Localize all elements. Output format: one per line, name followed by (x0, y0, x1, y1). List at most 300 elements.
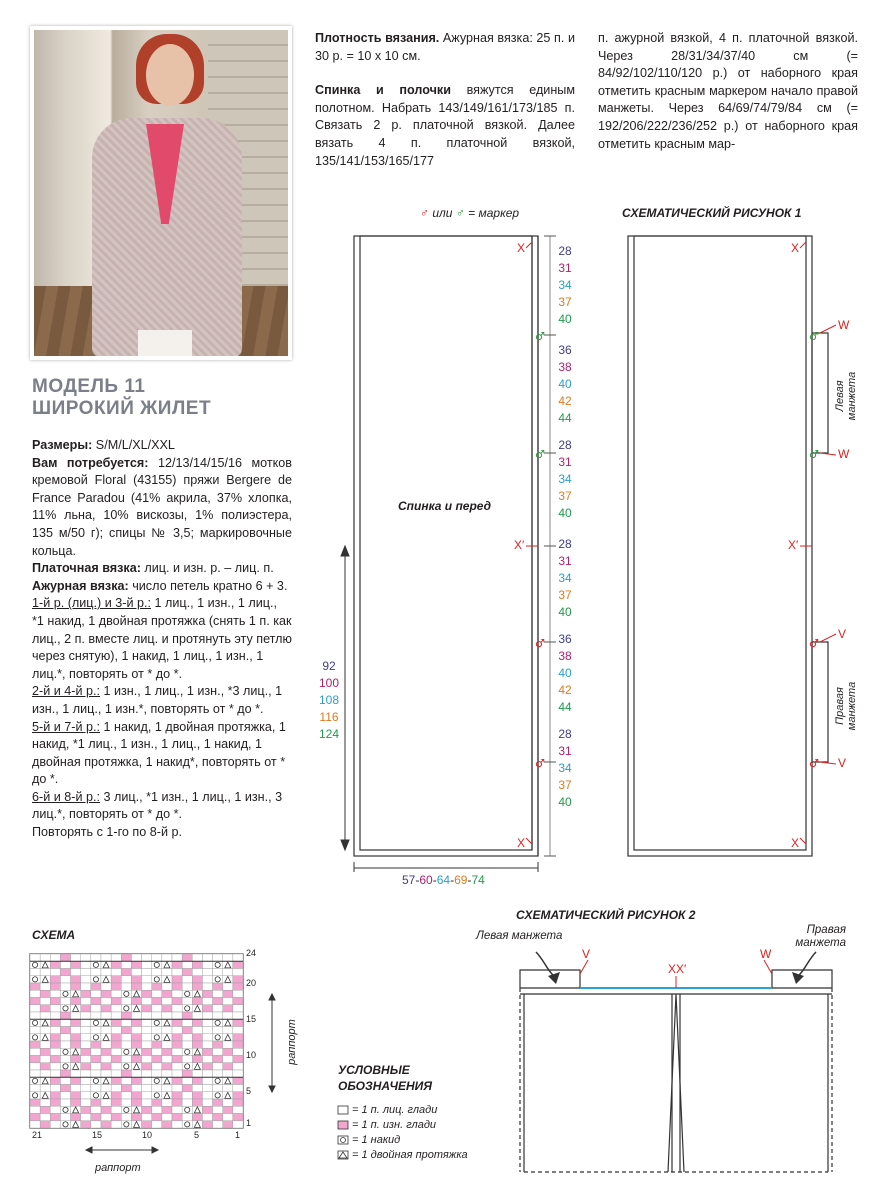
chart-cell (223, 998, 233, 1005)
chart-cell (142, 969, 152, 976)
chart-cell (60, 1019, 70, 1026)
svg-text:♂: ♂ (809, 757, 819, 770)
mark-v-bottom: V (838, 756, 847, 770)
chart-cell (223, 1106, 233, 1113)
chart-cell (233, 1099, 243, 1106)
mark-xx-s2: XX′ (668, 962, 687, 976)
chart-cell (60, 1114, 70, 1121)
chart-cell (233, 1092, 243, 1099)
chart-cell (142, 976, 152, 983)
chart-cell (60, 1056, 70, 1063)
size-number: 38 (558, 360, 572, 374)
chart-cell (121, 1034, 131, 1041)
chart-cell (40, 1012, 50, 1019)
chart-rapport-v: раппорт (286, 1019, 298, 1065)
chart-cell (172, 976, 182, 983)
size-number: 28 (558, 438, 572, 452)
instructions-left: Размеры: S/M/L/XL/XXL Вам потребуется: 12/13/14/15/16 мотков кремовой Floral (43155) пряжи Bergere de France Paradou (41% акрила, 37% хлопка, 11% льна, 10% вискозы, 1% полиэстера, 135 м/50 г); спицы № 3,5; маркировочные кольца. Платочная вязка: лиц. и изн. р. – лиц. п. Ажурная вязка: число петель кратно 6 + 3. 1-й р. (лиц.) и 3-й р.: 1 лиц., 1 изн., 1 лиц., *1 накид, 1 двойная протяжка (снять 1 п. как лиц., 2 п. вместе лиц. и протянуть эту петлю через снятую), 1 накид, 1 лиц., 1 изн., 1 лиц.*, повторять от * до *. 2-й и 4-й р.: 1 изн., 1 лиц., 1 изн., *3 лиц., 1 изн., 1 лиц., 1 изн.*, повторять от * до *. 5-й и 7-й р.: 1 накид, 1 двойная протяжка, 1 накид, *1 лиц., 1 изн., 1 лиц., 1 накид, 1 двойная протяжка, 1 накид*, повторять от * до *. 6-й и 8-й р.: 3 лиц., *1 изн., 1 лиц., 1 изн., 3 лиц.*, повторять от * до *. Повторять с 1-го по 8-й р. (32, 438, 292, 840)
chart-cell (60, 954, 70, 961)
chart-cell (202, 1063, 212, 1070)
chart-cell (233, 1085, 243, 1092)
chart-cell (172, 1019, 182, 1026)
chart-cell (172, 998, 182, 1005)
chart-cell (172, 983, 182, 990)
chart-cell (91, 1099, 101, 1106)
size-number: 42 (558, 394, 572, 408)
chart-cell (182, 1056, 192, 1063)
schema2-left-label: Левая манжета (476, 930, 563, 942)
chart-cell (172, 1070, 182, 1077)
chart-cell (111, 1056, 121, 1063)
chart-cell (50, 1063, 60, 1070)
chart-cell (213, 1012, 223, 1019)
chart-cell (142, 1106, 152, 1113)
chart-cell (101, 1106, 111, 1113)
chart-cell (111, 976, 121, 983)
chart-cell (91, 998, 101, 1005)
mark-x-bottom: X (517, 836, 526, 850)
chart-cell (30, 1048, 40, 1055)
chart-cell (71, 961, 81, 968)
svg-text:♂: ♂ (809, 448, 819, 461)
chart-cell (223, 1085, 233, 1092)
chart-cell (202, 961, 212, 968)
chart-cell (182, 969, 192, 976)
size-number: 31 (558, 554, 572, 568)
chart-cell (60, 976, 70, 983)
chart-cell (40, 983, 50, 990)
chart-cell (233, 1005, 243, 1012)
chart-cell (71, 1034, 81, 1041)
chart-cell (172, 1012, 182, 1019)
chart-cell (142, 1034, 152, 1041)
chart-cell (101, 1099, 111, 1106)
chart-cell (162, 954, 172, 961)
instructions-middle: Плотность вязания. Ажурная вязка: 25 п. и 30 р. = 10 х 10 см. Спинка и полочки вяжутся единым полотном. Набрать 143/149/161/173/185 п. Связать 2 р. платочной вязкой. Далее вязать 4 п. платочной вязкой, 135/141/153/165/177 (315, 31, 575, 168)
chart-cell (182, 1070, 192, 1077)
left-cuff (812, 333, 828, 453)
chart-cell (223, 1114, 233, 1121)
chart-cell (192, 998, 202, 1005)
chart-cell (81, 961, 91, 968)
chart-cell (101, 1012, 111, 1019)
chart-cell (60, 961, 70, 968)
chart-cell (111, 1012, 121, 1019)
chart-cell (50, 998, 60, 1005)
chart-cell (81, 1085, 91, 1092)
chart-cell (162, 1063, 172, 1070)
legend-item: = 1 накид (352, 1134, 401, 1146)
chart-cell (131, 1092, 141, 1099)
legend-item: = 1 п. лиц. глади (352, 1104, 438, 1116)
chart-rapport-h: раппорт (95, 1162, 141, 1174)
mark-w-bottom: W (838, 447, 850, 461)
size-number: 40 (558, 506, 572, 520)
chart-cell (202, 1019, 212, 1026)
chart-cell (101, 969, 111, 976)
chart-cell (172, 1099, 182, 1106)
marker-legend: ♂ или ♂ = маркер (420, 206, 520, 220)
chart-cell (223, 1005, 233, 1012)
chart-cell (202, 1005, 212, 1012)
chart-cell (91, 954, 101, 961)
mark-v-s2: V (582, 947, 591, 961)
chart-cell (223, 990, 233, 997)
chart-cell (131, 1056, 141, 1063)
chart-cell (60, 1012, 70, 1019)
chart-cell (202, 990, 212, 997)
chart-cell (172, 1027, 182, 1034)
chart-cell (121, 1085, 131, 1092)
chart-cell (162, 1056, 172, 1063)
chart-cell (202, 1070, 212, 1077)
chart-cell (50, 1077, 60, 1084)
chart-cell (40, 1063, 50, 1070)
chart-cell (131, 1041, 141, 1048)
chart-cell (71, 976, 81, 983)
chart-cell (50, 1070, 60, 1077)
size-number: 31 (558, 261, 572, 275)
chart-cell (81, 1070, 91, 1077)
chart-cell (71, 1056, 81, 1063)
chart-cell (152, 1048, 162, 1055)
chart-cell (223, 954, 233, 961)
chart-cell (192, 1114, 202, 1121)
chart-cell (111, 1027, 121, 1034)
chart-cell (162, 1114, 172, 1121)
chart-cell (142, 1019, 152, 1026)
chart-cell (223, 1070, 233, 1077)
chart-cell (202, 1056, 212, 1063)
chart-cell (202, 1106, 212, 1113)
chart-cell (40, 1027, 50, 1034)
chart-cell (152, 1056, 162, 1063)
chart-cell (131, 998, 141, 1005)
right-cuff-label: Правая манжета (834, 681, 858, 731)
panel-label: Спинка и перед (398, 499, 492, 513)
chart-cell (223, 1099, 233, 1106)
width-number: 64 (436, 873, 451, 887)
chart-cell (50, 954, 60, 961)
chart-cell (40, 1041, 50, 1048)
chart-cell (233, 954, 243, 961)
svg-text:♂: ♂ (535, 448, 545, 461)
chart-cell (142, 1121, 152, 1128)
legend-items (352, 1103, 468, 1163)
chart-cell (71, 1012, 81, 1019)
chart-cell (192, 961, 202, 968)
chart-cell (111, 969, 121, 976)
size-number: 38 (558, 649, 572, 663)
chart-cell (192, 1070, 202, 1077)
size-number: 44 (558, 700, 572, 714)
chart-cell (30, 1106, 40, 1113)
chart-cell (233, 998, 243, 1005)
chart-cell (111, 1114, 121, 1121)
chart-cell (81, 1041, 91, 1048)
chart-cell (152, 1099, 162, 1106)
chart-cell (91, 1041, 101, 1048)
chart-cell (60, 1034, 70, 1041)
chart-cell (213, 1056, 223, 1063)
chart-cell (81, 983, 91, 990)
chart-cell (142, 983, 152, 990)
chart-cell (131, 1034, 141, 1041)
svg-text:♂: ♂ (535, 637, 545, 650)
chart-cell (40, 1005, 50, 1012)
chart-cell (121, 983, 131, 990)
chart-cell (202, 1077, 212, 1084)
chart-cell (50, 1114, 60, 1121)
height-number: 100 (318, 676, 340, 690)
chart-cell (233, 1114, 243, 1121)
chart-cell (60, 1092, 70, 1099)
chart-cell (233, 1070, 243, 1077)
chart-cell (60, 1085, 70, 1092)
chart-cell (162, 1041, 172, 1048)
chart-cell (81, 1048, 91, 1055)
chart-cell (223, 1027, 233, 1034)
chart-cell (60, 1070, 70, 1077)
chart-cell (142, 1048, 152, 1055)
chart-cell (192, 954, 202, 961)
chart-cell (50, 1027, 60, 1034)
chart-cell (60, 983, 70, 990)
chart-cell (121, 954, 131, 961)
chart-cell (213, 1041, 223, 1048)
chart-cell (71, 1027, 81, 1034)
chart-cell (30, 954, 40, 961)
chart-cell (192, 969, 202, 976)
chart-cell (30, 1041, 40, 1048)
chart-col-label: 15 (92, 1130, 103, 1140)
mark-x-top: X (517, 241, 526, 255)
chart-cell (111, 1034, 121, 1041)
chart-cell (152, 1121, 162, 1128)
chart-cell (172, 1063, 182, 1070)
mark-v-top: V (838, 627, 847, 641)
chart-cell (233, 983, 243, 990)
chart-cell (182, 983, 192, 990)
chart-cell (202, 1099, 212, 1106)
chart-cell (152, 1070, 162, 1077)
svg-text:♂: ♂ (535, 757, 545, 770)
chart-cell (182, 976, 192, 983)
chart-cell (213, 998, 223, 1005)
chart-cell (233, 1056, 243, 1063)
chart-cell (172, 1077, 182, 1084)
chart-cell (91, 969, 101, 976)
chart-cell (172, 1092, 182, 1099)
chart-cell (162, 1106, 172, 1113)
chart-cell (233, 976, 243, 983)
chart-cell (71, 1041, 81, 1048)
chart-cell (101, 954, 111, 961)
chart-cell (202, 998, 212, 1005)
chart-cell (50, 1056, 60, 1063)
chart-cell (142, 1099, 152, 1106)
chart-cell (131, 969, 141, 976)
chart-cell (152, 1063, 162, 1070)
chart-cell (192, 1012, 202, 1019)
chart-cell (192, 1027, 202, 1034)
chart-cell (142, 1063, 152, 1070)
instructions-right: п. ажурной вязкой, 4 п. платочной вязкой. Через 28/31/34/37/40 см (= 84/92/102/110/120 р.) от наборного края отметить красным маркером начало правой манжеты. Через 64/69/74/79/84 см (= 192/206/222/236/252 р.) от наборного края отметить красным мар- (598, 31, 858, 151)
chart-cell (182, 998, 192, 1005)
chart-cell (192, 976, 202, 983)
chart-cell (192, 1034, 202, 1041)
chart-cell (202, 1092, 212, 1099)
chart-cell (162, 1012, 172, 1019)
chart-cell (121, 1056, 131, 1063)
chart-cell (60, 1077, 70, 1084)
chart-cell (50, 969, 60, 976)
legend-title: УСЛОВНЫЕ ОБОЗНАЧЕНИЯ (338, 1063, 432, 1093)
chart-cell (192, 1056, 202, 1063)
chart-cell (172, 1005, 182, 1012)
size-numbers (552, 243, 578, 811)
height-number: 92 (322, 659, 336, 673)
chart-cell (152, 1041, 162, 1048)
chart-cell (111, 1005, 121, 1012)
chart-cell (152, 954, 162, 961)
chart-cell (111, 1048, 121, 1055)
chart-cell (121, 1099, 131, 1106)
left-cuff-label: Левая манжета (834, 371, 858, 421)
chart-cell (182, 1114, 192, 1121)
chart-cell (81, 1099, 91, 1106)
chart-cell (182, 1085, 192, 1092)
chart-cell (50, 1106, 60, 1113)
chart-cell (202, 976, 212, 983)
chart-cell (172, 1056, 182, 1063)
chart-cell (223, 1012, 233, 1019)
chart-cell (81, 1027, 91, 1034)
chart-cell (81, 1034, 91, 1041)
chart-cell (233, 1019, 243, 1026)
chart-cell (182, 1034, 192, 1041)
chart-cell (30, 998, 40, 1005)
chart-row-label: 5 (246, 1086, 252, 1096)
chart-cell (121, 1092, 131, 1099)
chart-cell (40, 1099, 50, 1106)
height-number: 108 (318, 693, 340, 707)
model-title: МОДЕЛЬ 11 ШИРОКИЙ ЖИЛЕТ (32, 376, 212, 419)
chart-cell (142, 1041, 152, 1048)
panel-right-outline (628, 236, 812, 856)
mark-x-top-right: X (791, 241, 800, 255)
chart-cell (142, 1070, 152, 1077)
chart-cell (202, 1012, 212, 1019)
chart-cell (223, 1041, 233, 1048)
chart-cell (202, 1034, 212, 1041)
chart-cell (192, 1019, 202, 1026)
chart-col-label: 1 (235, 1130, 241, 1140)
size-number: 28 (558, 727, 572, 741)
chart-cell (30, 1063, 40, 1070)
chart-cell (81, 1106, 91, 1113)
chart-cell (182, 1019, 192, 1026)
chart-cell (121, 1114, 131, 1121)
chart-cell (30, 1056, 40, 1063)
chart-cell (50, 983, 60, 990)
chart-cell (71, 1085, 81, 1092)
chart-cell (142, 954, 152, 961)
chart-cell (50, 1121, 60, 1128)
chart-cell (233, 1106, 243, 1113)
chart-cell (172, 1114, 182, 1121)
chart-cell (213, 983, 223, 990)
size-number: 40 (558, 666, 572, 680)
chart-cell (202, 1121, 212, 1128)
svg-text:♂: ♂ (535, 330, 545, 343)
chart-cell (81, 976, 91, 983)
chart-cell (30, 1027, 40, 1034)
chart-cell (162, 1099, 172, 1106)
chart-cell (91, 1012, 101, 1019)
chart-cell (202, 1114, 212, 1121)
chart-cell (182, 1099, 192, 1106)
chart-title: СХЕМА (32, 928, 76, 942)
chart-cell (172, 990, 182, 997)
chart-cell (81, 1063, 91, 1070)
chart-cell (172, 969, 182, 976)
size-number: 34 (558, 472, 572, 486)
chart-cell (213, 969, 223, 976)
chart-cell (50, 1005, 60, 1012)
chart-cell (213, 1121, 223, 1128)
chart-cell (121, 1027, 131, 1034)
chart-cell (202, 1027, 212, 1034)
chart-cell (60, 969, 70, 976)
width-number: 60 (419, 873, 433, 887)
svg-text:♂: ♂ (809, 330, 819, 343)
chart-cell (142, 1077, 152, 1084)
chart-cell (91, 983, 101, 990)
size-number: 40 (558, 377, 572, 391)
width-number: 74 (471, 873, 485, 887)
chart-cell (30, 990, 40, 997)
chart-cell (121, 961, 131, 968)
width-number: 57 (402, 873, 416, 887)
chart-cell (182, 1077, 192, 1084)
chart-cell (192, 1041, 202, 1048)
chart-cell (50, 1019, 60, 1026)
size-number: 40 (558, 795, 572, 809)
size-number: 36 (558, 632, 572, 646)
chart-cell (30, 983, 40, 990)
chart-cell (152, 1012, 162, 1019)
chart-cell (162, 1027, 172, 1034)
chart-cell (81, 969, 91, 976)
chart-cell (121, 1070, 131, 1077)
chart-cell (91, 1063, 101, 1070)
size-number: 40 (558, 312, 572, 326)
chart-cell (111, 983, 121, 990)
chart-cell (101, 1063, 111, 1070)
chart-cell (71, 969, 81, 976)
chart-cell (131, 1077, 141, 1084)
chart-cell (142, 1012, 152, 1019)
chart-cell (81, 1077, 91, 1084)
size-number: 40 (558, 605, 572, 619)
chart-cell (71, 954, 81, 961)
chart-cell (111, 1041, 121, 1048)
size-number: 37 (558, 489, 572, 503)
chart-cell (30, 1121, 40, 1128)
chart-cell (40, 1070, 50, 1077)
chart-cell (223, 983, 233, 990)
